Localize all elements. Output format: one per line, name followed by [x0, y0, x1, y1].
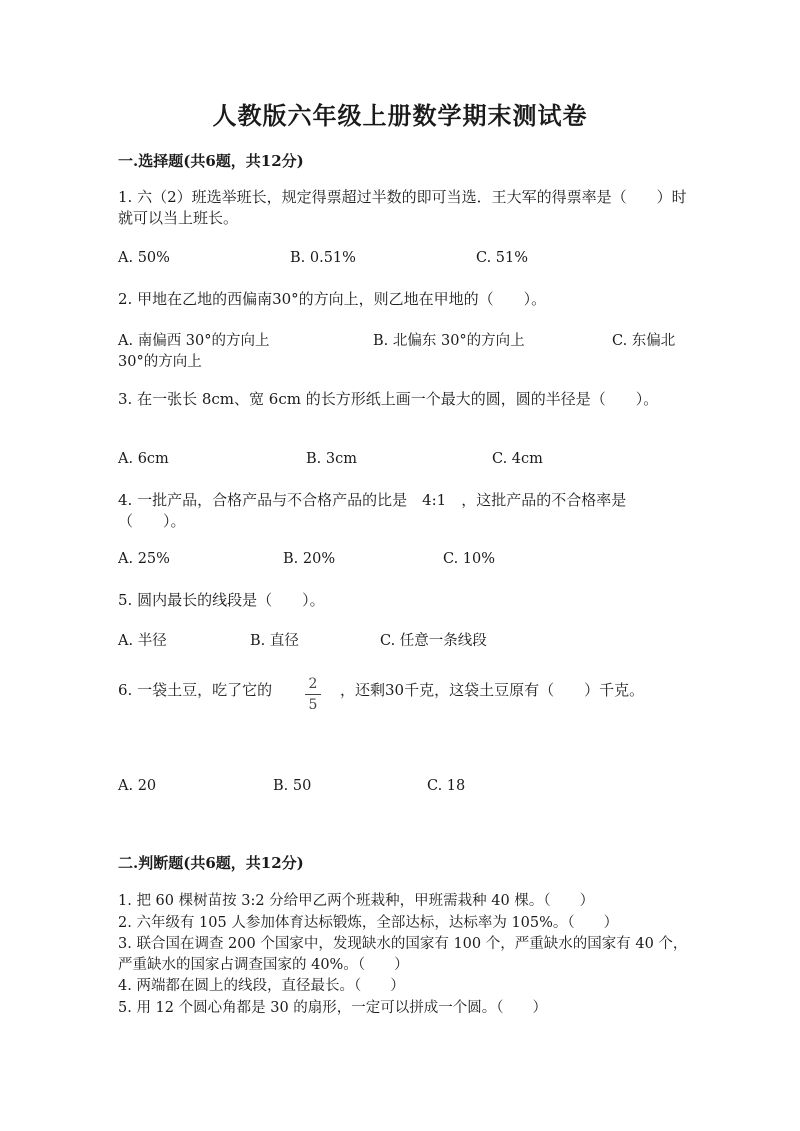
option-4a: A. 25%	[118, 551, 170, 567]
option-3c: C. 4cm	[492, 451, 543, 467]
option-6b: B. 50	[273, 778, 312, 794]
question-4: 4. 一批产品，合格产品与不合格产品的比是 4:1 ，这批产品的不合格率是（ ）。	[118, 491, 627, 530]
judgment-item-4: 4. 两端都在圆上的线段，直径最长。（ ）	[118, 978, 405, 994]
option-6a: A. 20	[118, 778, 157, 794]
option-2b: B. 北偏东 30°的方向上	[373, 333, 525, 349]
option-5c: C. 任意一条线段	[380, 633, 487, 649]
option-1c: C. 51%	[476, 250, 529, 266]
option-2a: A. 南偏西 30°的方向上	[118, 333, 270, 349]
option-5b: B. 直径	[250, 633, 299, 649]
judgment-item-1: 1. 把 60 棵树苗按 3:2 分给甲乙两个班栽种，甲班需栽种 40 棵。（ ）	[118, 893, 595, 909]
option-3a: A. 6cm	[118, 451, 169, 467]
option-4c: C. 10%	[443, 551, 496, 567]
question-3: 3. 在一张长 8cm、宽 6cm 的长方形纸上画一个最大的圆，圆的半径是（ ）。	[118, 390, 659, 408]
option-1a: A. 50%	[118, 250, 170, 266]
page-title: 人教版六年级上册数学期末测试卷	[212, 101, 588, 130]
fraction-bar	[305, 694, 321, 695]
question-6-after: ，还剩30千克，这袋土豆原有（ ）千克。	[340, 681, 645, 699]
fraction-two-fifths	[304, 676, 322, 713]
judgment-item-3: 3. 联合国在调查 200 个国家中，发现缺水的国家有 100 个，严重缺水的国家有 40 个，严重缺水的国家占调查国家的 40%。（ ）	[118, 936, 688, 973]
question-6-before: 6. 一袋土豆，吃了它的	[118, 681, 273, 699]
fraction-denominator: 5	[308, 697, 318, 713]
question-2: 2. 甲地在乙地的西偏南30°的方向上，则乙地在甲地的（ ）。	[118, 290, 547, 308]
option-1b: B. 0.51%	[290, 250, 356, 266]
section-heading-judgment: 二.判断题(共6题，共12分)	[118, 854, 304, 872]
option-6c: C. 18	[427, 778, 466, 794]
option-2c: C. 东偏北	[612, 333, 676, 349]
question-1: 1. 六（2）班选举班长，规定得票超过半数的即可当选．王大军的得票率是（ ）时就可以当上班长。	[118, 188, 687, 227]
option-3b: B. 3cm	[306, 451, 357, 467]
option-2c-continued: 30°的方向上	[118, 354, 202, 370]
fraction-numerator: 2	[308, 676, 318, 692]
option-5a: A. 半径	[118, 633, 167, 649]
judgment-item-5: 5. 用 12 个圆心角都是 30 的扇形，一定可以拼成一个圆。（ ）	[118, 1000, 548, 1016]
option-4b: B. 20%	[283, 551, 336, 567]
judgment-item-2: 2. 六年级有 105 人参加体育达标锻炼，全部达标，达标率为 105%。（ ）	[118, 915, 619, 931]
question-5: 5. 圆内最长的线段是（ ）。	[118, 591, 325, 609]
section-heading-choice: 一.选择题(共6题，共12分)	[118, 152, 304, 170]
